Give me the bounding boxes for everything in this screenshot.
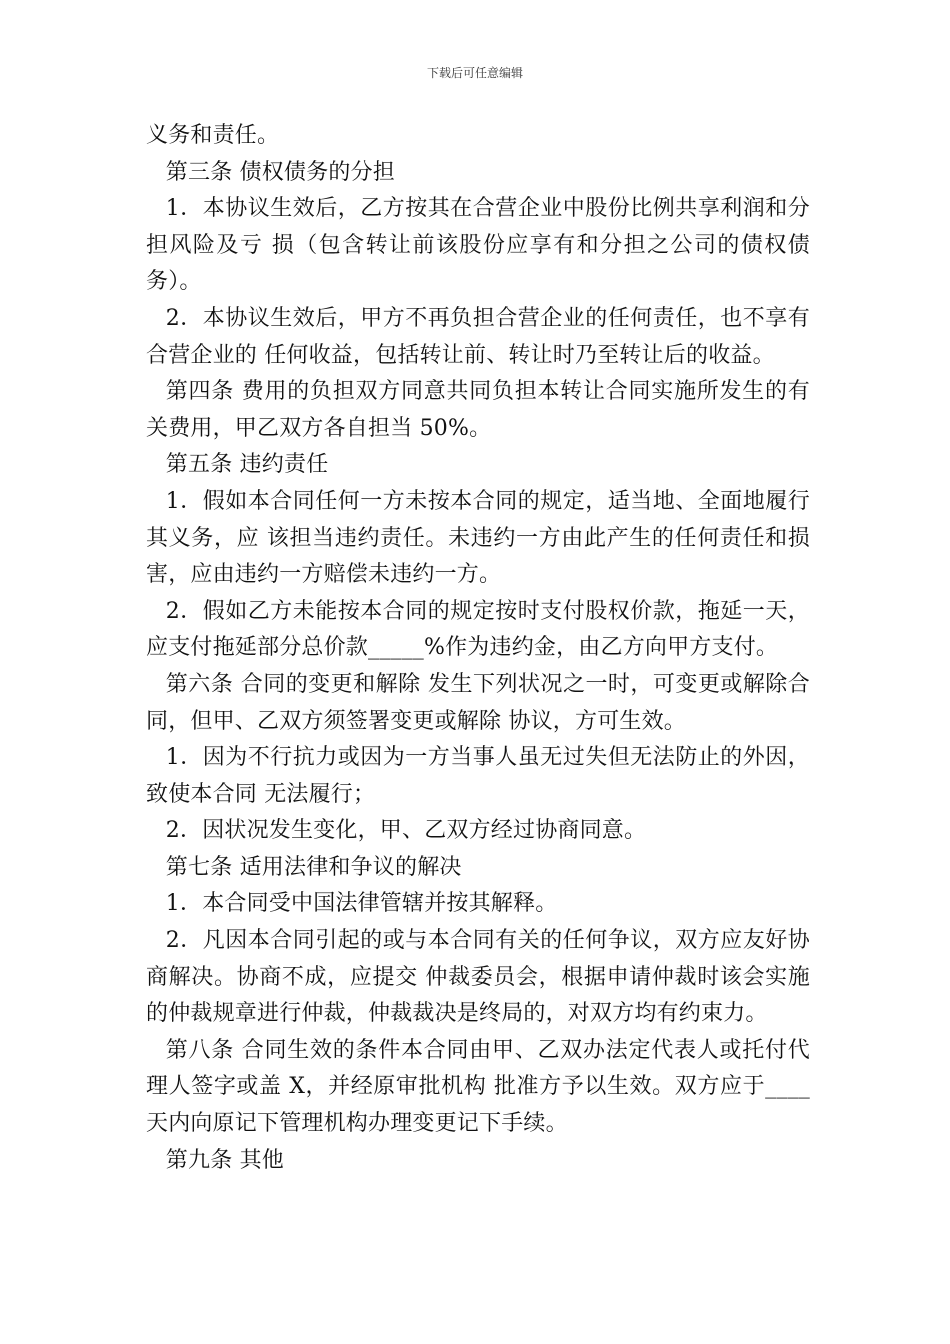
article-6-clause-1: 1．因为不行抗力或因为一方当事人虽无过失但无法防止的外因，致使本合同 无法履行； [146, 745, 810, 807]
article-3-clause-2: 2．本协议生效后，甲方不再负担合营企业的任何责任，也不享有合营企业的 任何收益，包括转让前、转让时乃至转让后的收益。 [146, 305, 810, 368]
article-6-clause-2: 2．因状况发生变化，甲、乙双方经过协商同意。 [165, 818, 647, 844]
page-header: 下载后可任意编辑 [426, 66, 523, 80]
article-5-clause-1: 1．假如本合同任何一方未按本合同的规定，适当地、全面地履行其义务，应 该担当违约责任。未违约一方由此产生的任何责任和损害，应由违约一方赔偿未违约一方。 [146, 488, 810, 588]
paragraph-continuation: 义务和责任。 [146, 123, 280, 148]
article-9-heading: 第九条 其他 [165, 1147, 284, 1173]
article-5-heading: 第五条 违约责任 [165, 452, 329, 478]
article-7-clause-2: 2．凡因本合同引起的或与本合同有关的任何争议，双方应友好协商解决。协商不成，应提交 仲裁委员会，根据申请仲裁时该会实施的仲裁规章进行仲裁，仲裁裁决是终局的，对双方均有约束力。 [146, 928, 810, 1027]
article-7-heading: 第七条 适用法律和争议的解决 [165, 854, 462, 880]
article-8-text: 第八条 合同生效的条件本合同由甲、乙双办法定代表人或托付代理人签字或盖 X，并经原审批机构 批准方予以生效。双方应于____天内向原记下管理机构办理变更记下手续。 [146, 1037, 810, 1137]
article-4-text: 第四条 费用的负担双方同意共同负担本转让合同实施所发生的有关费用，甲乙双方各自担当 50%。 [146, 379, 810, 441]
article-3-clause-1: 1．本协议生效后，乙方按其在合营企业中股份比例共享利润和分担风险及亏 损（包含转让前该股份应享有和分担之公司的债权债务）。 [146, 196, 810, 295]
document-body [146, 118, 810, 1179]
article-6-text: 第六条 合同的变更和解除 发生下列状况之一时，可变更或解除合同，但甲、乙双方须签署变更或解除 协议，方可生效。 [146, 671, 810, 734]
article-3-heading: 第三条 债权债务的分担 [165, 159, 395, 185]
article-5-clause-2: 2．假如乙方未能按本合同的规定按时支付股权价款，拖延一天，应支付拖延部分总价款_____%作为违约金，由乙方向甲方支付。 [146, 598, 810, 661]
article-7-clause-1: 1．本合同受中国法律管辖并按其解释。 [165, 891, 558, 917]
